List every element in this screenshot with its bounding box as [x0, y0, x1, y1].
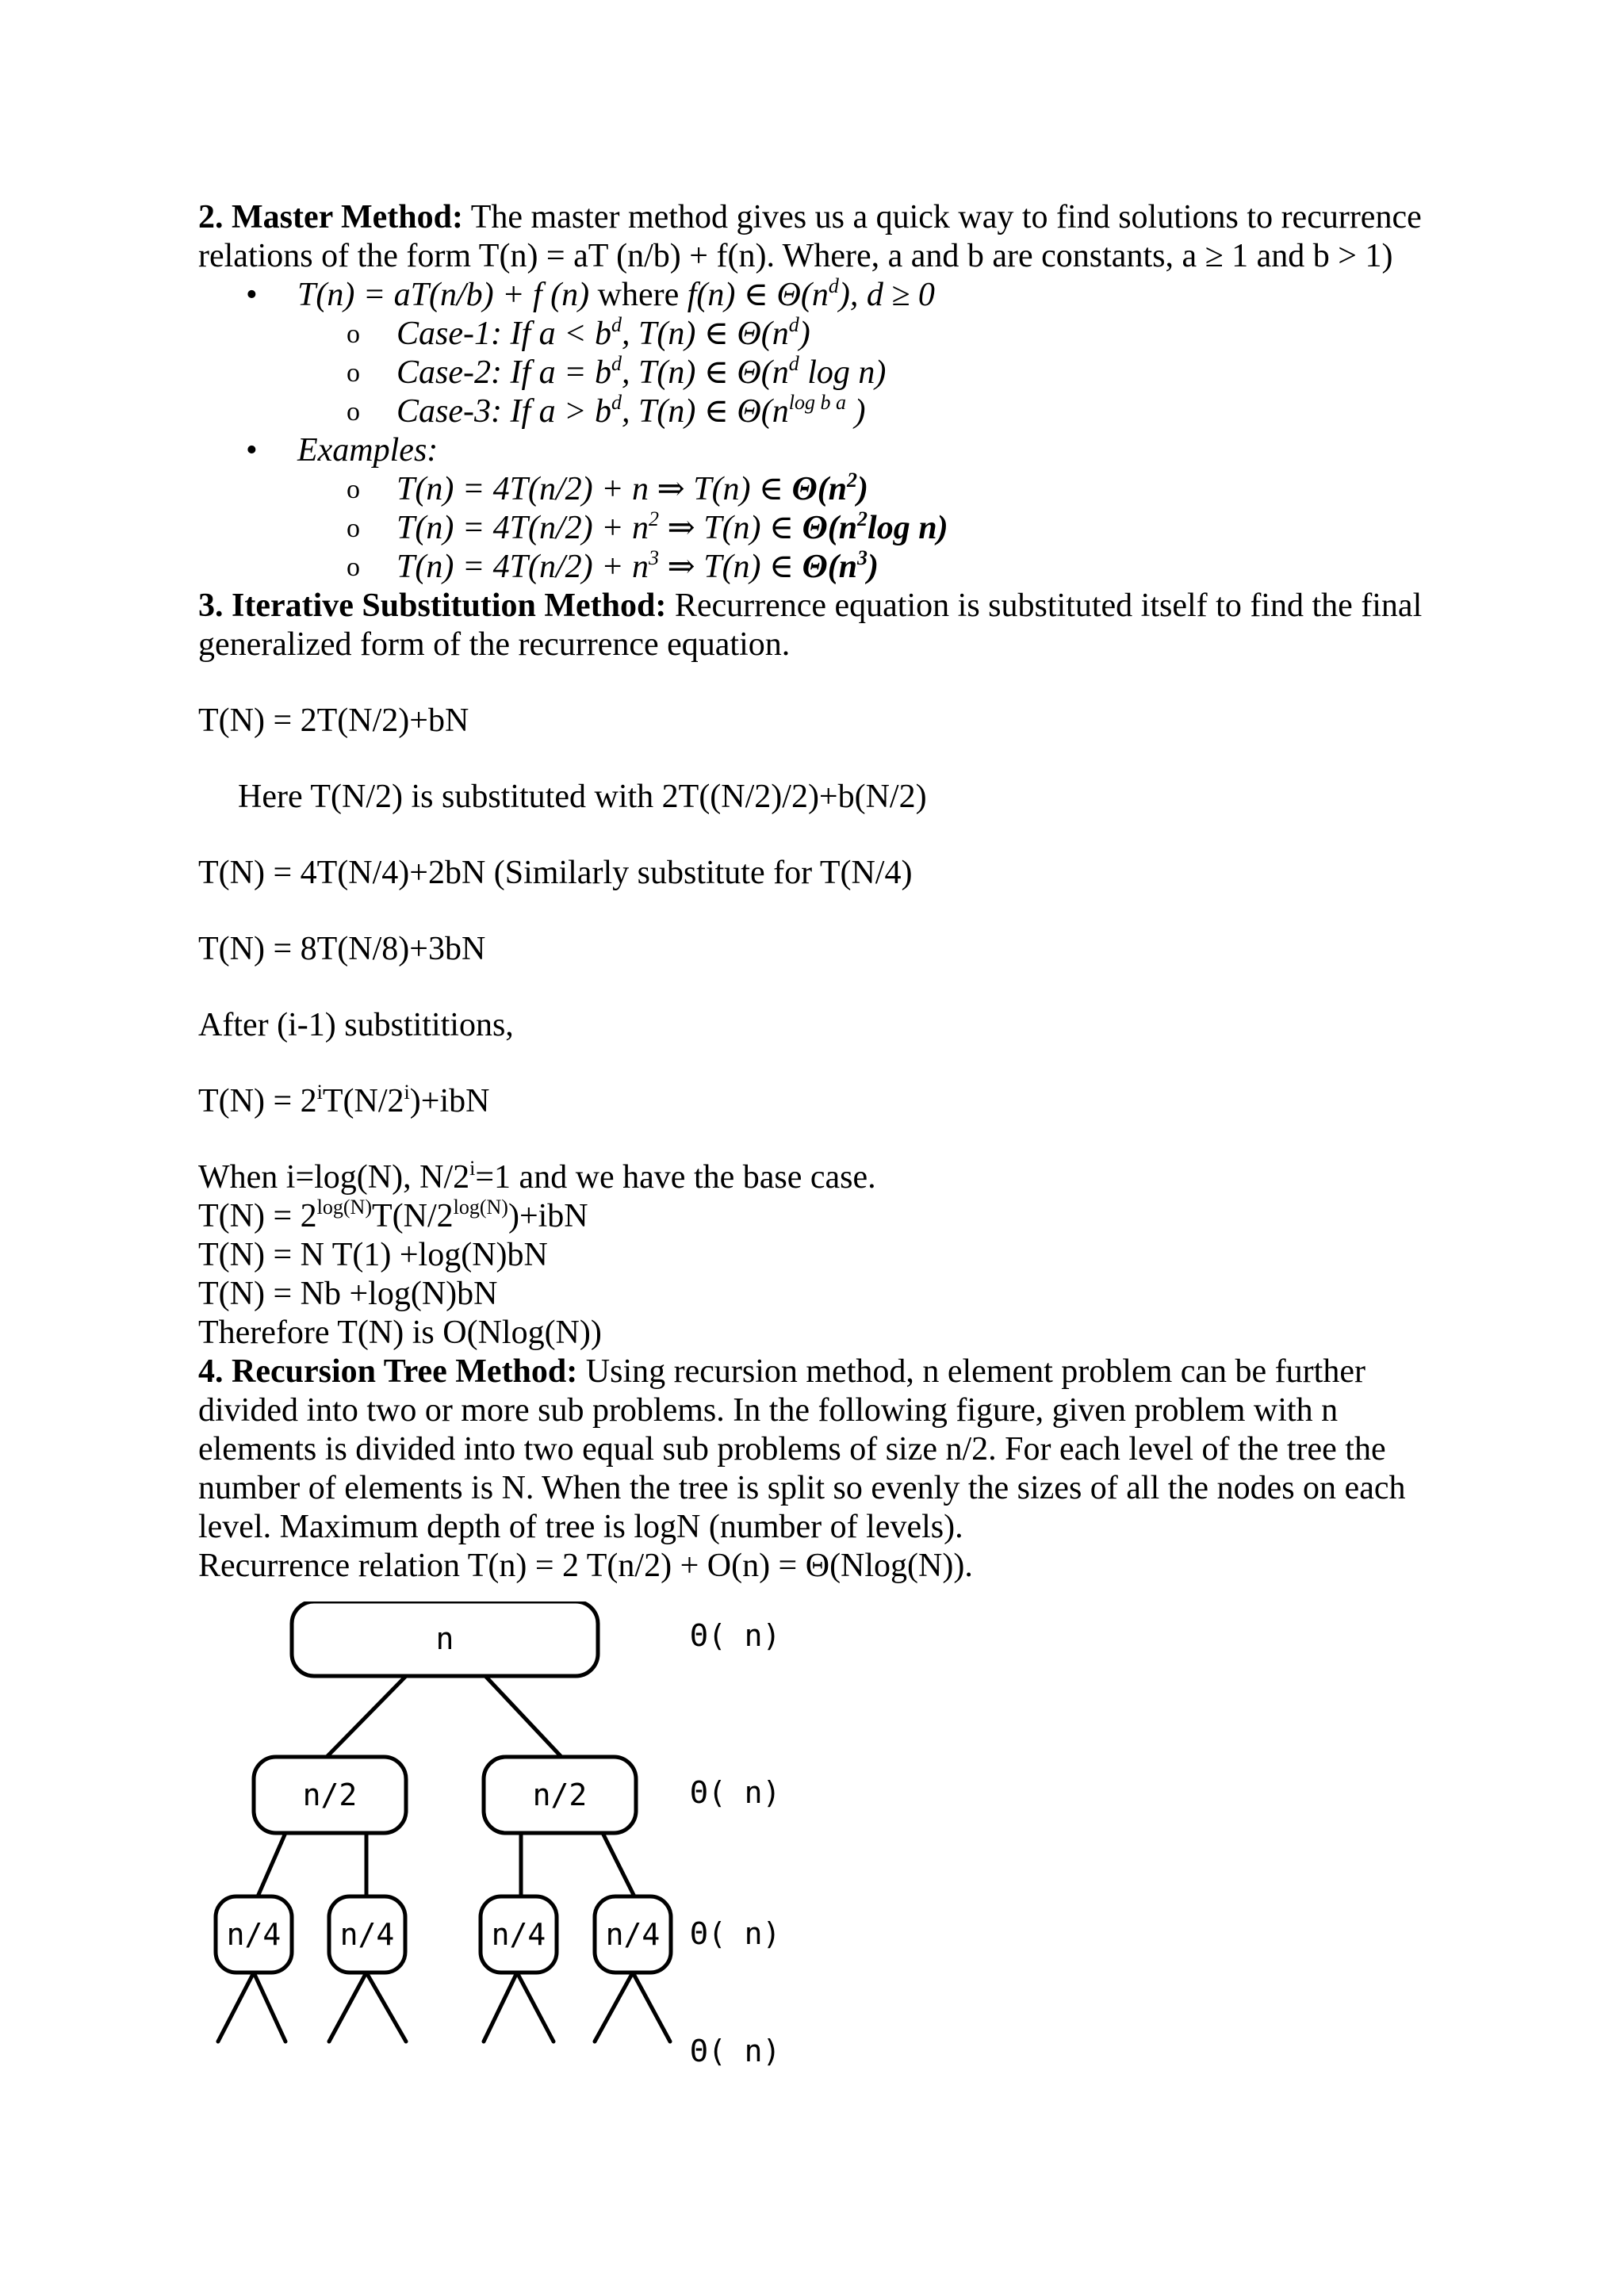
iterative-heading: 3. Iterative Substitution Method:	[198, 587, 667, 624]
iterative-eq-2: T(N) = 4T(N/4)+2bN (Similarly substitute for T(N/4)	[198, 855, 913, 891]
tree-node-root-label: n	[435, 1621, 454, 1656]
tree-node-l2-1-label: n/4	[226, 1917, 282, 1952]
recursion-line-5: level. Maximum depth of tree is logN (number of levels).	[198, 1509, 963, 1545]
edge-root-left	[327, 1676, 406, 1757]
edge-root-right	[485, 1676, 561, 1757]
iterative-eq-1: T(N) = 2T(N/2)+bN	[198, 702, 469, 739]
leaf-branch-4a	[595, 1973, 633, 2042]
iterative-eq-7: T(N) = Nb +log(N)bN	[198, 1276, 498, 1312]
leaf-branch-4b	[633, 1973, 670, 2042]
master-intro-line-2: relations of the form T(n) = aT (n/b) + f(n). Where, a and b are constants, a ≥ 1 and b > 1)	[198, 238, 1393, 274]
iterative-intro-line-2: generalized form of the recurrence equation.	[198, 626, 791, 663]
iterative-eq-5: $T(N) = 2^{log(N)}T(N/2^{log(N)})+ibN$	[198, 1196, 588, 1234]
tree-node-l2-3-label: n/4	[491, 1917, 546, 1952]
iterative-conclusion: Therefore T(N) is O(Nlog(N))	[198, 1314, 602, 1351]
master-formula-bullet: • T(n) = aT(n/b) + f (n) where f(n) ∈ $\Theta(n^d)$, d ≥ 0	[198, 276, 1435, 315]
recursion-line-4: number of elements is N. When the tree is split so evenly the sizes of all the nodes on each	[198, 1470, 1406, 1506]
tree-node-l1-1-label: n/2	[302, 1777, 358, 1812]
recursion-tree-diagram	[198, 1601, 801, 2093]
master-case-3: o Case-3: If $a > b^d$, T(n) ∈ $\Theta(n^{log b a}$ )	[198, 392, 1435, 431]
tree-node-l1-2-label: n/2	[532, 1777, 588, 1812]
example-2: o $T(n) = 4T(n/2) + n^2$ ⇒ T(n) ∈ $\Theta(n^2\log$ n)	[198, 509, 1435, 548]
leaf-branch-1b	[254, 1973, 285, 2042]
iterative-note: Here T(N/2) is substituted with 2T((N/2)/2)+b(N/2)	[238, 779, 927, 815]
example-3: o $T(n) = 4T(n/2) + n^3$ ⇒ T(n) ∈ $\Theta(n^3)$	[198, 548, 1435, 587]
iterative-eq-4: $T(N) = 2^iT(N/2^i)+ibN$	[198, 1081, 490, 1119]
master-intro-line-1: 2. Master Method: The master method gives us a quick way to find solutions to recurrence	[198, 199, 1422, 235]
master-case-1: o Case-1: If $a < b^d$, T(n) ∈ $\Theta(n^d)$	[198, 315, 1435, 354]
tree-node-l2-2-label: n/4	[339, 1917, 395, 1952]
iterative-after: After (i-1) substititions,	[198, 1007, 514, 1043]
leaf-branch-3b	[517, 1973, 553, 2042]
iterative-eq-3: T(N) = 8T(N/8)+3bN	[198, 931, 486, 967]
theta-level-0: Θ( n)	[690, 1618, 781, 1653]
master-case-2: o Case-2: If $a = b^d$, T(n) ∈ $\Theta(n^d$ log n)	[198, 354, 1435, 392]
theta-level-3: Θ( n)	[690, 2034, 781, 2068]
edge-l1a-l2a	[258, 1833, 285, 1896]
leaf-branch-3a	[484, 1973, 517, 2042]
theta-level-2: Θ( n)	[690, 1916, 781, 1951]
recursion-tree-figure	[198, 1601, 801, 2093]
leaf-branch-2b	[366, 1973, 406, 2042]
tree-node-l2-4-label: n/4	[605, 1917, 661, 1952]
recursion-line-6: Recurrence relation T(n) = 2 T(n/2) + O(n) = Θ(Nlog(N)).	[198, 1548, 973, 1584]
edge-l1b-l2d	[603, 1833, 634, 1896]
iterative-eq-6: T(N) = N T(1) +log(N)bN	[198, 1237, 548, 1273]
leaf-branch-2a	[329, 1973, 366, 2042]
recursion-line-3: elements is divided into two equal sub problems of size n/2. For each level of the tree the	[198, 1431, 1386, 1468]
master-heading: 2. Master Method:	[198, 199, 463, 235]
recursion-line-1: 4. Recursion Tree Method: Using recursion method, n element problem can be further	[198, 1353, 1365, 1390]
iterative-intro-line-1: 3. Iterative Substitution Method: Recurrence equation is substituted itself to find the final	[198, 587, 1423, 624]
leaf-branch-1a	[218, 1973, 254, 2042]
recursion-heading: 4. Recursion Tree Method:	[198, 1353, 578, 1390]
theta-level-1: Θ( n)	[690, 1775, 781, 1810]
examples-bullet: • Examples:	[198, 431, 1435, 470]
iterative-when: When i=log(N), $N/2^i=1$ and we have the base case.	[198, 1157, 876, 1196]
document-body	[198, 198, 1435, 1586]
recursion-line-2: divided into two or more sub problems. In the following figure, given problem with n	[198, 1392, 1339, 1429]
example-1: o T(n) = 4T(n/2) + n ⇒ T(n) ∈ $\Theta(n^2)$	[198, 470, 1435, 509]
